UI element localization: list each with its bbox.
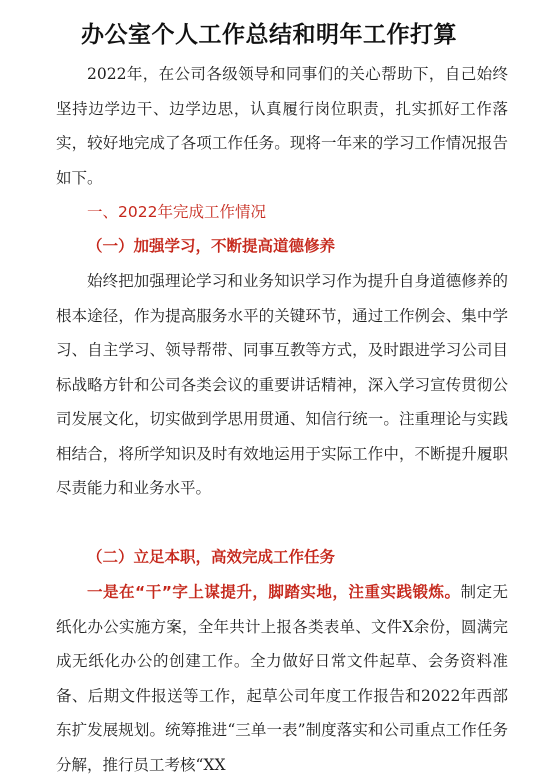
subsection-heading-2: （二）立足本职，高效完成工作任务 <box>87 548 336 566</box>
subsection-2-lead-sentence: 一是在“干”字上谋提升，脚踏实地，注重实践锻炼。 <box>87 583 461 601</box>
section-heading-1: 一、2022年完成工作情况 <box>87 203 266 221</box>
subsection-heading-1: （一）加强学习，不断提高道德修养 <box>87 237 336 255</box>
document-title: 办公室个人工作总结和明年工作打算 <box>81 22 457 48</box>
subsection-2-body-text: 制定无纸化办公实施方案，全年共计上报各类表单、文件X余份，圆满完成无纸化办公的创建工作。全力做好日常文件起草、会务资料准备、后期文件报送等工作，起草公司年度工作报告和2022年西部东扩发展规划。统筹推进“三单一表”制度落实和公司重点工作任务分解，推行员工考核“XX <box>56 583 508 774</box>
subsection-2-paragraph <box>56 540 508 782</box>
subsection-1-paragraph: 始终把加强理论学习和业务知识学习作为提升自身道德修养的根本途径，作为提高服务水平的关键环节，通过工作例会、集中学习、自主学习、领导帮带、同事互教等方式，及时跟进学习公司目标战略方针和公司各类会议的重要讲话精神，深入学习宣传贯彻公司发展文化，切实做到学思用贯通、知信行统一。注重理论与实践相结合，将所学知识及时有效地运用于实际工作中，不断提升履职尽责能力和业务水平。 <box>56 272 508 497</box>
intro-paragraph: 2022年，在公司各级领导和同事们的关心帮助下，自己始终坚持边学边干、边学边思，认真履行岗位职责，扎实抓好工作落实，较好地完成了各项工作任务。现将一年来的学习工作情况报告如下。 <box>56 65 508 187</box>
